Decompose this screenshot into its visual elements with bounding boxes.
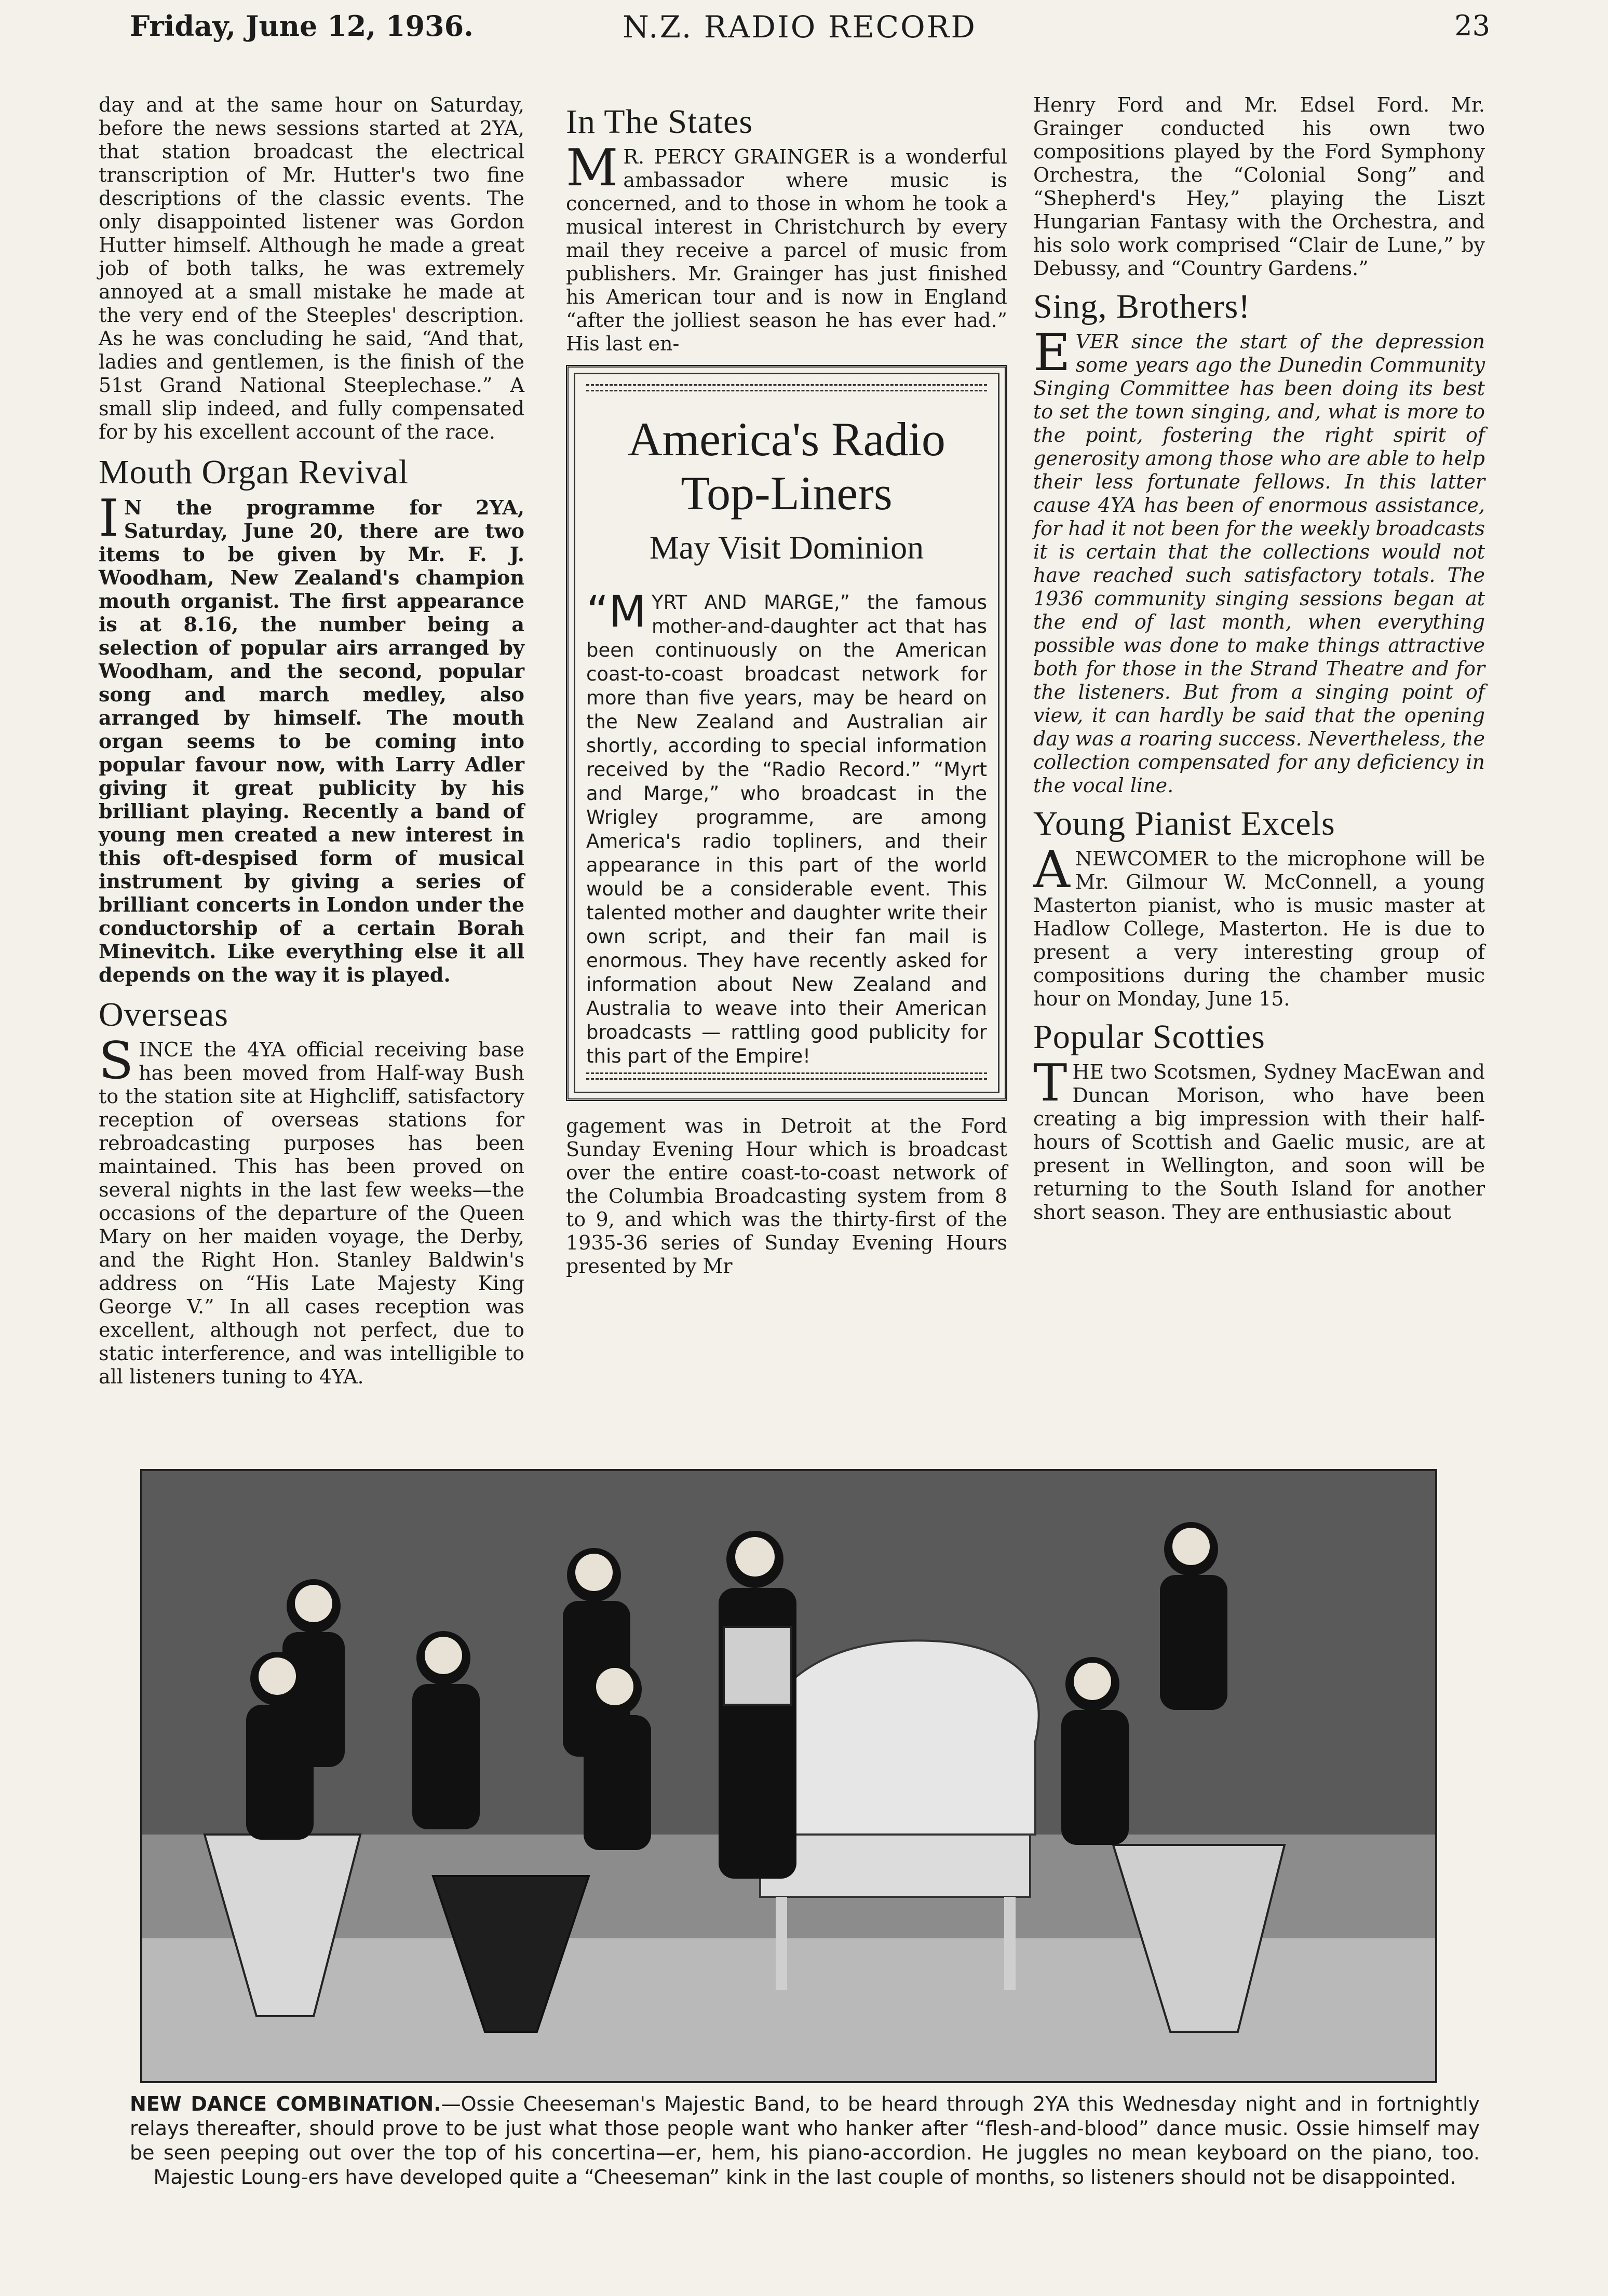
article-mouth-organ: [99, 489, 524, 986]
article-sing-brothers: [1033, 323, 1485, 797]
headline-overseas: Overseas: [99, 996, 228, 1034]
publication-title: N.Z. RADIO RECORD: [623, 9, 977, 45]
article-body: N the programme for 2YA, Saturday, June 20, there are two items to be given by Mr. F. J. Woodham, New Zealand's champion mouth organist. The first appearance is at 8.16, the number being a selection of popular airs arranged by Woodham, and the second, popular song and march medley, also arranged by himself. The mouth organ seems to be coming into popular favour now, with Larry Adler giving it great publicity by his brilliant playing. Recently a band of young men created a new interest in this oft-despised form of musical instrument by giving a series of brilliant concerts in London under the conductorship of a certain Borah Minevitch. Like everything else it all depends on the way it is played.: [99, 496, 524, 986]
page-number: 23: [1454, 9, 1490, 42]
box-headline: America's Radio Top-Liners: [628, 413, 945, 520]
band-photo-illustration: [142, 1471, 1435, 2081]
photo-caption: [130, 2092, 1480, 2190]
column-2: [566, 93, 1007, 1280]
article-continuation: gagement was in Detroit at the Ford Sunday Evening Hour which is broadcast over the entire coast-to-coast network of the Columbia Broadcasting system from 8 to 9, and which was the thirty-first of the 1935-36 series of Sunday Evening Hours presented by Mr: [566, 1115, 1007, 1278]
caption-text: —Ossie Cheeseman's Majestic Band, to be heard through 2YA this Wednesday night and in fortnightly relays thereafter, should prove to be just what those people want who hanker after “flesh-and-blood” dance music. Ossie himself may be seen peeping out over the top of his concertina—er, hem, his piano-accordion. He juggles no mean keyboard on the piano, too. Majestic Loung-ers have developed quite a “Cheeseman” kink in the last couple of months, so listeners should not be disappointed.: [130, 2093, 1480, 2189]
drop-cap: I: [99, 489, 119, 548]
article-body: HE two Scotsmen, Sydney MacEwan and Duncan Morison, who have been creating a big impression with their half-hours of Scottish and Gaelic music, are at present in Wellington, and soon will be returning to the South Island for another short season. They are enthusiastic about: [1033, 1061, 1485, 1224]
article-body: R. PERCY GRAINGER is a wonderful ambassador where music is concerned, and to those in whom he took a musical interest in Christchurch by every mail they receive a parcel of music from publishers. Mr. Grainger has just finished his American tour and is now in England “after the jolliest season he has ever had.” His last en-: [566, 145, 1007, 355]
issue-date: Friday, June 12, 1936.: [130, 9, 474, 43]
box-top-rule: [586, 384, 987, 391]
column-3: [1033, 93, 1485, 1226]
box-body-text: YRT AND MARGE,” the famous mother-and-daughter act that has been continuously on the American coast-to-coast broadcast network for more than five years, may be heard on the New Zealand and Australian air shortly, according to special information received by the “Radio Record.” “Myrt and Marge,” who broadcast in the Wrigley programme, are among America's radio topliners, and their appearance in this part of the world would be a considerable event. This talented mother and daughter write their own script, and their fan mail is enormous. They have recently asked for information about New Zealand and Australia to weave into their American broadcasts — rattling good publicity for this part of the Empire!: [586, 591, 987, 1067]
headline-mouth-organ-revival: Mouth Organ Revival: [99, 453, 409, 491]
drop-cap: T: [1033, 1054, 1068, 1113]
box-subheadline: May Visit Dominion: [649, 529, 924, 566]
drop-cap: A: [1033, 840, 1070, 900]
headline-sing-brothers: Sing, Brothers!: [1033, 288, 1251, 325]
drop-cap: E: [1033, 323, 1071, 383]
band-photograph: [140, 1469, 1437, 2083]
article-body: INCE the 4YA official receiving base has been moved from Half-way Bush to the station site at Highcliff, satisfactory reception of overseas stations for rebroadcasting purposes has been maintained. This has been proved on several nights in the last few weeks—the occasions of the departure of the Queen Mary on her maiden voyage, the Derby, and the Right Hon. Stanley Baldwin's address on “His Late Majesty King George V.” In all cases reception was excellent, although not perfect, due to static interference, and was intelligible to all listeners tuning to 4YA.: [99, 1038, 524, 1388]
article-continuation: day and at the same hour on Saturday, before the news sessions started at 2YA, that station broadcast the electrical transcription of Mr. Hutter's two fine descriptions of the classic events. The only disappointed listener was Gordon Hutter himself. Although he made a great job of both talks, he was extremely annoyed at a small mistake he made at the very end of the Steeples' description. As he was concluding he said, “And that, ladies and gentlemen, is the finish of the 51st Grand National Steeplechase.” A small slip indeed, and fully compensated for by his excellent account of the race.: [99, 93, 524, 443]
column-1: [99, 93, 524, 1391]
article-continuation: Henry Ford and Mr. Edsel Ford. Mr. Grainger conducted his own two compositions played by the Ford Symphony Orchestra, the “Colonial Song” and “Shepherd's Hey,” playing the Liszt Hungarian Fantasy with the Orchestra, and his solo work comprised “Clair de Lune,” by Debussy, and “Country Gardens.”: [1033, 93, 1485, 280]
article-overseas: [99, 1031, 524, 1389]
article-popular-scotties: [1033, 1054, 1485, 1224]
box-body: [586, 586, 987, 1068]
page-header: [130, 9, 1490, 56]
drop-cap: M: [566, 139, 618, 198]
article-body: VER since the start of the depression some years ago the Dunedin Community Singing Committee has been doing its best to set the town singing, and, what is more to the point, fostering the right spirit of generosity among those who are able to help their less fortunate fellows. In this latter cause 4YA has been of enormous assistance, for had it not been for the weekly broadcasts it is certain that the collections would not have reached such satisfactory totals. The 1936 community singing sessions began at the end of last month, when everything possible was done to make things attractive both for those in the Strand Theatre and for the listeners. But from a singing point of view, it can hardly be said that the opening day was a roaring success. Nevertheless, the collection compensated for any deficiency in the vocal line.: [1033, 330, 1485, 797]
drop-cap: “M: [586, 586, 646, 637]
headline-popular-scotties: Popular Scotties: [1033, 1018, 1265, 1056]
article-young-pianist: [1033, 840, 1485, 1011]
box-bottom-rule: [586, 1072, 987, 1080]
article-body: NEWCOMER to the microphone will be Mr. Gilmour W. McConnell, a young Masterton pianist, who is music master at Hadlow College, Masterton. He is due to present a very interesting group of compositions during the chamber music hour on Monday, June 15.: [1033, 847, 1485, 1010]
boxed-feature-article: [566, 365, 1007, 1101]
headline-young-pianist-excels: Young Pianist Excels: [1033, 805, 1335, 843]
drop-cap: S: [99, 1031, 134, 1091]
headline-in-the-states: In The States: [566, 103, 753, 141]
article-in-the-states: [566, 139, 1007, 356]
caption-lead: NEW DANCE COMBINATION.: [130, 2093, 441, 2115]
